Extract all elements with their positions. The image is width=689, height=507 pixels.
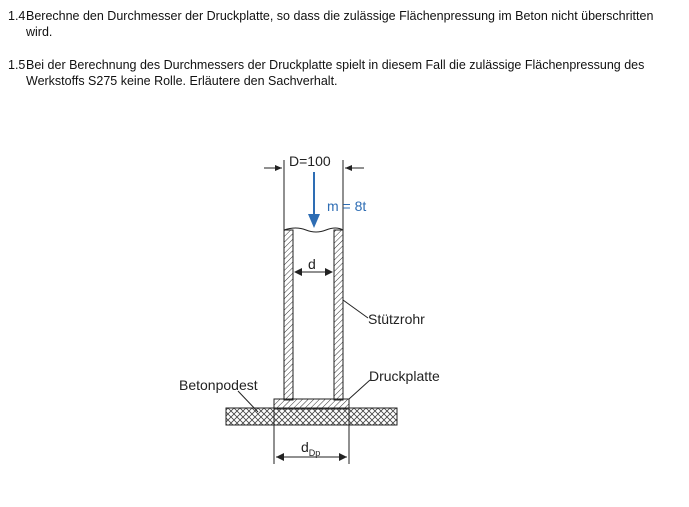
leader-plate — [349, 380, 370, 399]
label-tube: Stützrohr — [368, 311, 425, 327]
dimension-ddp-label: $d_{Dp}$ — [301, 439, 321, 458]
force-arrow — [308, 172, 366, 228]
concrete-pedestal — [226, 408, 397, 425]
task-text: Berechne den Durchmesser der Druckplatte, so dass die zulässige Flächenpressung im Beton nicht überschritten wird. — [26, 9, 654, 39]
dimension-d — [294, 256, 333, 276]
label-concrete: Betonpodest — [179, 377, 258, 393]
leader-tube — [343, 300, 368, 318]
dimension-d-label: d — [308, 256, 316, 272]
dimension-D-label: D=100 — [289, 153, 331, 169]
task-number: 1.4 — [8, 9, 26, 23]
force-arrowhead — [308, 214, 320, 228]
tube-wall-left — [284, 230, 293, 400]
task-text: Bei der Berechnung des Durchmessers der Druckplatte spielt in diesem Fall die zulässige Flächenpressung des Werkstoffs S275 keine Rolle. Erläutere den Sachverhalt. — [26, 58, 645, 88]
label-plate: Druckplatte — [369, 368, 440, 384]
mass-label: m = 8t — [327, 198, 367, 214]
task-number: 1.5 — [8, 58, 26, 72]
tube-wall-right — [334, 230, 343, 400]
